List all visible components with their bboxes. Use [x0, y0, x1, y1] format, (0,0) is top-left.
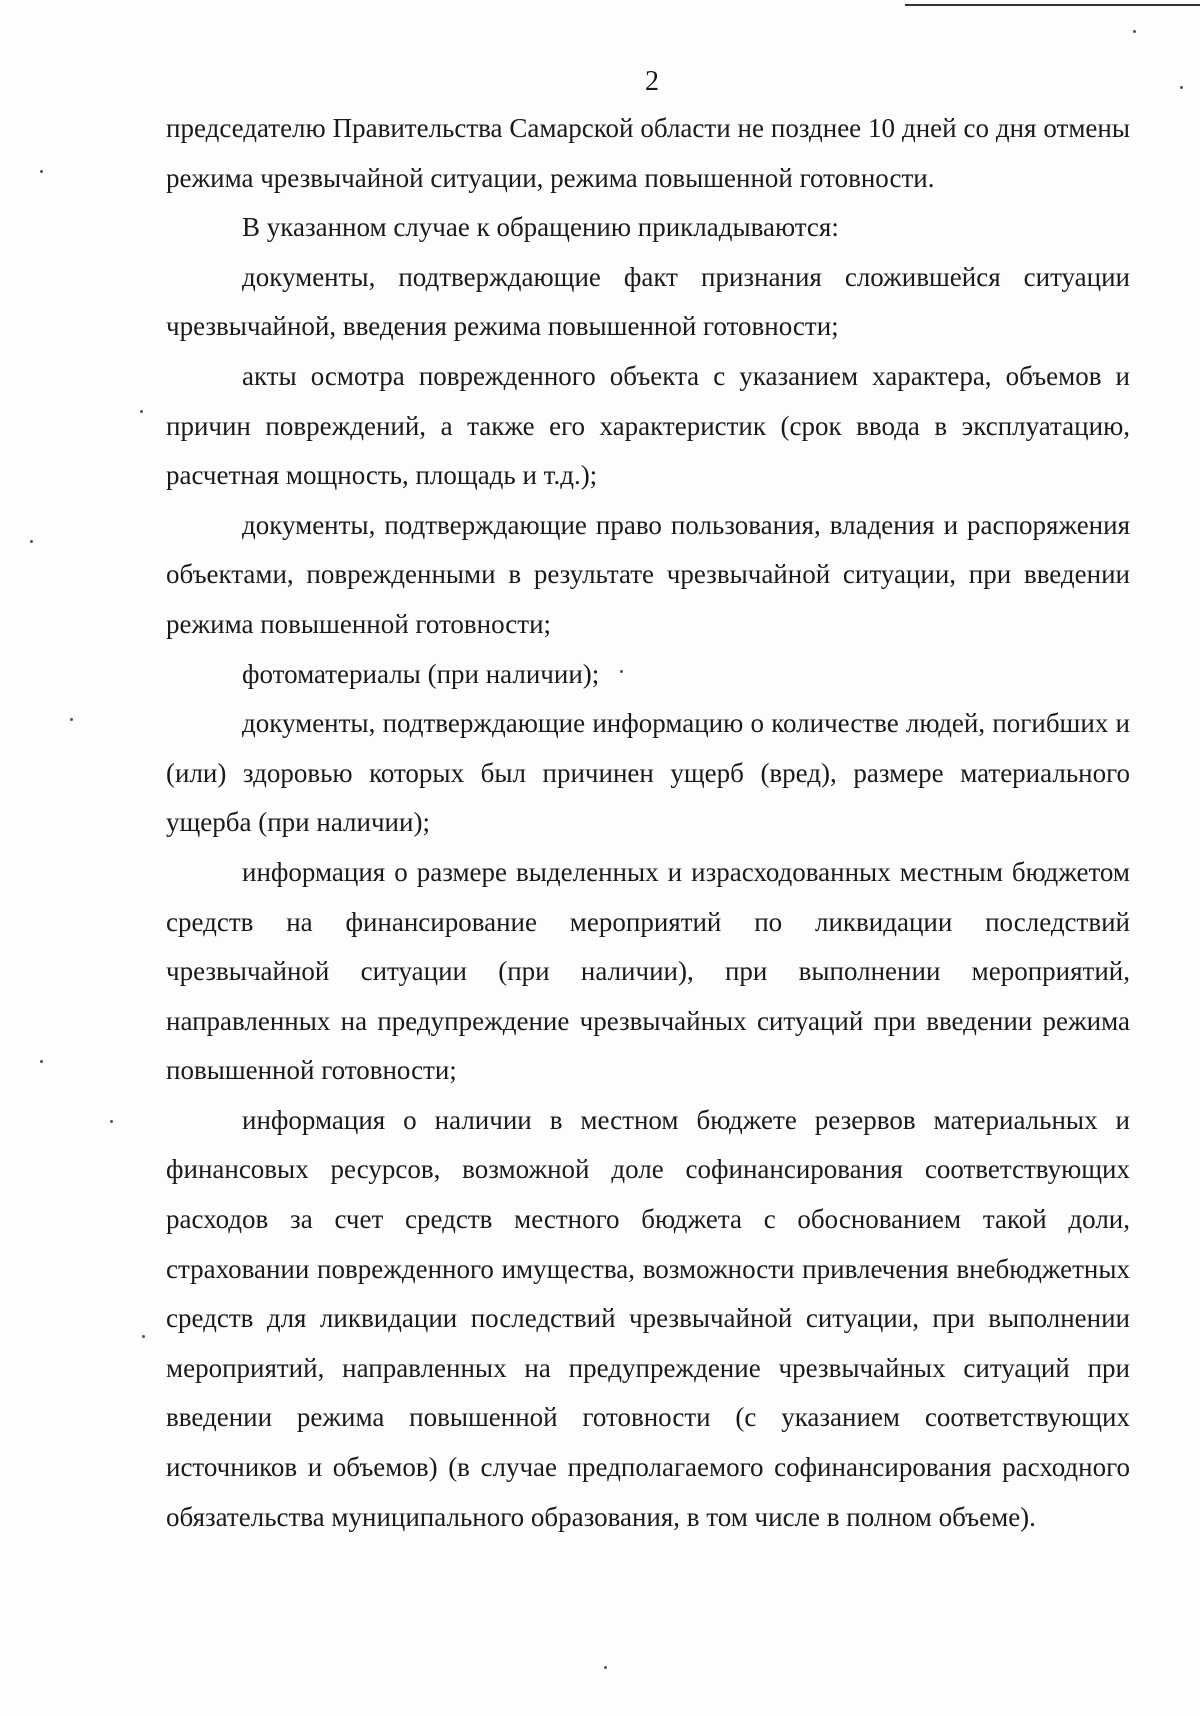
scan-speck: [70, 718, 73, 721]
page-number: 2: [645, 66, 659, 97]
document-body: [166, 104, 1130, 1542]
scan-speck: [40, 170, 43, 173]
scan-speck: [40, 1060, 43, 1063]
top-rule: [905, 4, 1200, 6]
scan-speck: [1133, 30, 1136, 33]
scan-speck: [142, 1335, 145, 1338]
paragraph-budget-spending-info: информация о размере выделенных и израсходованных местным бюджетом средств на финансирование мероприятий по ликвидации последствий чрезвычайной ситуации (при наличии), при выполнении мероприятий, направленных на предупреждение чрезвычайных ситуаций при введении режима повышенной готовности;: [166, 856, 1130, 1086]
scan-speck: [140, 410, 143, 413]
paragraph-emergency-documents: документы, подтверждающие факт признания сложившейся ситуации чрезвычайной, введения режима повышенной готовности;: [166, 261, 1130, 342]
paragraph-photo-materials: фотоматериалы (при наличии);: [242, 658, 600, 689]
scan-speck: [1180, 86, 1183, 89]
paragraph-attachments-intro: В указанном случае к обращению прикладываются:: [242, 212, 839, 243]
paragraph-budget-reserves-info: информация о наличии в местном бюджете резервов материальных и финансовых ресурсов, возможной доле софинансирования соответствующих расходов за счет средств местного бюджета с обоснованием такой доли, страховании поврежденного имущества, возможности привлечения внебюджетных средств для ликвидации последствий чрезвычайной ситуации, при выполнении мероприятий, направленных на предупреждение чрезвычайных ситуаций при введении режима повышенной готовности (с указанием соответствующих источников и объемов) (в случае предполагаемого софинансирования расходного обязательства муниципального образования, в том числе в полном объеме).: [166, 1104, 1130, 1532]
scan-speck: [30, 540, 33, 543]
scan-speck: [604, 1666, 607, 1669]
paragraph-inspection-acts: акты осмотра поврежденного объекта с указанием характера, объемов и причин повреждений, а также его характеристик (срок ввода в эксплуатацию, расчетная мощность, площадь и т.д.);: [166, 360, 1130, 491]
scan-speck: [110, 1120, 113, 1123]
paragraph-ownership-documents: документы, подтверждающие право пользования, владения и распоряжения объектами, поврежденными в результате чрезвычайной ситуации, при введении режима повышенной готовности;: [166, 509, 1130, 639]
scan-speck: [620, 670, 623, 673]
paragraph-continuation: председателю Правительства Самарской области не позднее 10 дней со дня отмены режима чрезвычайной ситуации, режима повышенной готовности.: [166, 113, 1130, 193]
paragraph-casualty-documents: документы, подтверждающие информацию о количестве людей, погибших и (или) здоровью которых был причинен ущерб (вред), размере материального ущерба (при наличии);: [166, 708, 1130, 838]
